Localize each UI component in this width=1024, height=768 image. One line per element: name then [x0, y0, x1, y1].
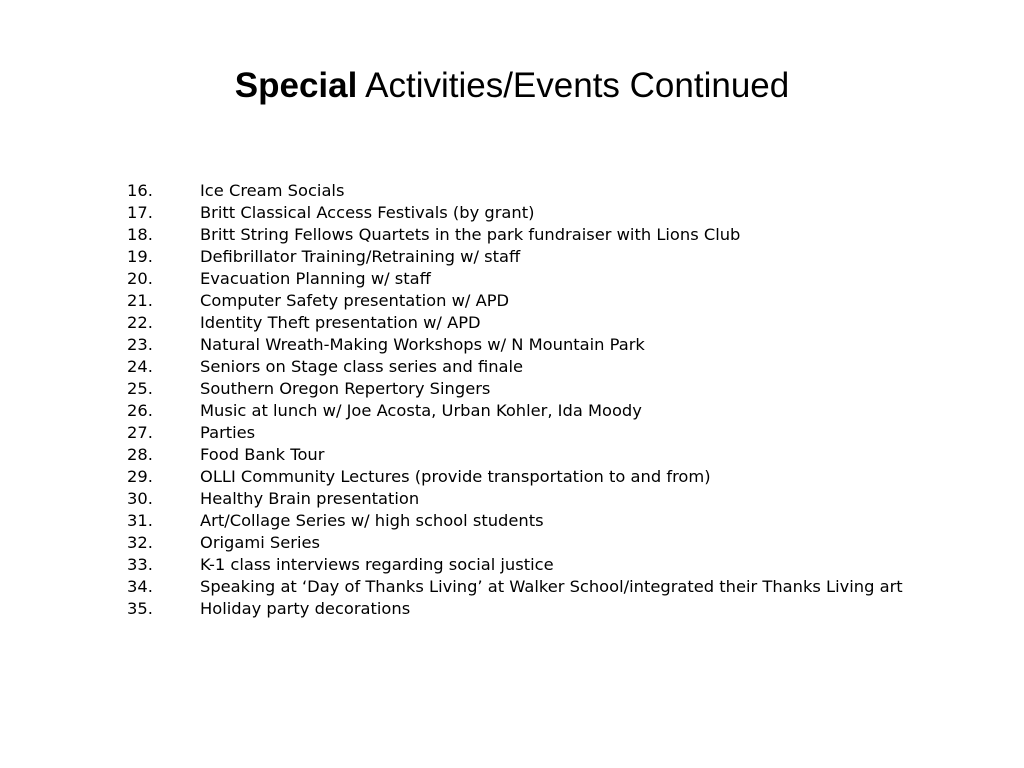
item-number: 20. — [127, 269, 153, 288]
item-number: 34. — [127, 577, 153, 596]
item-text: Parties — [200, 423, 256, 442]
item-text: Speaking at ‘Day of Thanks Living’ at Walker School/integrated their Thanks Living art — [200, 577, 903, 596]
item-text: Southern Oregon Repertory Singers — [200, 379, 491, 398]
item-text: Britt Classical Access Festivals (by grant) — [200, 203, 535, 222]
item-text: Identity Theft presentation w/ APD — [200, 313, 481, 332]
item-text: Origami Series — [200, 533, 320, 552]
item-number: 22. — [127, 313, 153, 332]
item-text: Seniors on Stage class series and finale — [200, 357, 524, 376]
slide-title — [0, 64, 1024, 108]
item-number: 28. — [127, 445, 153, 464]
item-number: 29. — [127, 467, 153, 486]
item-number: 19. — [127, 247, 153, 266]
item-number: 31. — [127, 511, 153, 530]
item-text: Healthy Brain presentation — [200, 489, 420, 508]
item-number: 35. — [127, 599, 153, 618]
item-text: Holiday party decorations — [200, 599, 411, 618]
item-text: Computer Safety presentation w/ APD — [200, 291, 510, 310]
item-number: 32. — [127, 533, 153, 552]
item-text: Ice Cream Socials — [200, 181, 345, 200]
item-number: 26. — [127, 401, 153, 420]
item-number: 33. — [127, 555, 153, 574]
item-number: 30. — [127, 489, 153, 508]
item-text: Art/Collage Series w/ high school students — [200, 511, 544, 530]
item-number: 23. — [127, 335, 153, 354]
item-text: Music at lunch w/ Joe Acosta, Urban Kohler, Ida Moody — [200, 401, 642, 420]
item-text: Natural Wreath-Making Workshops w/ N Mountain Park — [200, 335, 645, 354]
item-number: 25. — [127, 379, 153, 398]
item-text: K-1 class interviews regarding social justice — [200, 555, 554, 574]
item-text: Food Bank Tour — [200, 445, 325, 464]
item-number: 17. — [127, 203, 153, 222]
item-text: Britt String Fellows Quartets in the park fundraiser with Lions Club — [200, 225, 741, 244]
slide-title-rest: Activities/Events Continued — [365, 66, 790, 105]
item-number: 18. — [127, 225, 153, 244]
item-number: 27. — [127, 423, 153, 442]
item-number: 16. — [127, 181, 153, 200]
item-text: Defibrillator Training/Retraining w/ staff — [200, 247, 521, 266]
item-number: 21. — [127, 291, 153, 310]
slide-title-bold: Special — [234, 66, 358, 105]
item-text: Evacuation Planning w/ staff — [200, 269, 431, 288]
item-text: OLLI Community Lectures (provide transportation to and from) — [200, 467, 711, 486]
item-number: 24. — [127, 357, 153, 376]
